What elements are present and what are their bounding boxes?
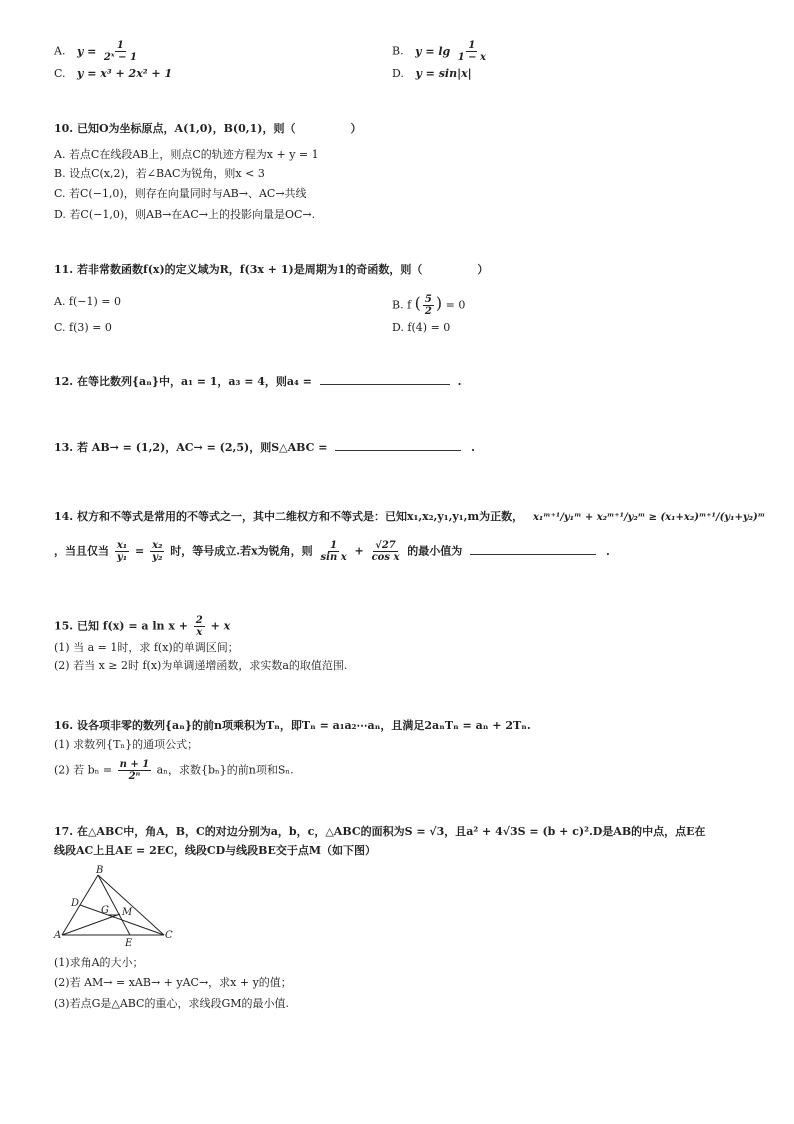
q14-line2: ，当且仅当 $\frac{\text{x₁}}{\text{y₁}}$ = $\frac{\text{x₂}}{\text{y₂}}$ 时，等号成立.若x为锐角，则 $\frac{1}{\text{sin x}}$ + $\frac{√27}{\text{cos x}}$ 的最小值为 . [54, 540, 610, 563]
segment-ag [62, 914, 120, 935]
q17-part3: (3)若点G是△ABC的重心，求线段GM的最小值. [54, 997, 290, 1010]
label-c: C [165, 930, 173, 941]
q9-option-c: C. y = x³ + 2x² + 1 [54, 67, 173, 80]
q16-stem: 16. 设各项非零的数列{aₙ}的前n项乘积为Tₙ，即Tₙ = a₁a₂⋯aₙ，且满足2aₙTₙ = aₙ + 2Tₙ. [54, 719, 531, 732]
q11-stem: 11. 若非常数函数f(x)的定义域为R，f(3x + 1)是周期为1的奇函数，则（ ） [54, 263, 489, 276]
q9-option-b: B. y = lg $\frac{1}{1 - x}$ [392, 40, 486, 63]
q11-option-c: C. f(3) = 0 [54, 321, 112, 334]
q14-line1: 14. 权方和不等式是常用的不等式之一，其中二维权方和不等式是：已知x₁,x₂,y₁,y₁,m为正数， x₁ᵐ⁺¹/y₁ᵐ + x₂ᵐ⁺¹/y₂ᵐ ≥ (x₁+x₂)ᵐ⁺¹/(y₁+y₂)ᵐ [54, 510, 766, 523]
q11-option-d: D. f(4) = 0 [392, 321, 451, 334]
q14-answer-blank[interactable] [470, 544, 596, 555]
q12-answer-blank[interactable] [320, 374, 450, 385]
q16-part1: (1) 求数列{Tₙ}的通项公式； [54, 738, 199, 751]
q12-stem: 12. 在等比数列{aₙ}中，a₁ = 1，a₃ = 4，则a₄ = . [54, 375, 462, 388]
q10-option-c: C. 若C(−1,0)，则存在向量同时与AB→、AC→共线 [54, 187, 307, 200]
label-d: D [71, 898, 80, 909]
q17-line1: 17. 在△ABC中，角A，B，C的对边分别为a，b，c，△ABC的面积为S = √3，且a² + 4√3S = (b + c)².D是AB的中点，点E在 [54, 825, 706, 838]
label-g: G [101, 905, 109, 916]
q13-stem: 13. 若 AB→ = (1,2)，AC→ = (2,5)，则S△ABC = . [54, 441, 475, 454]
label-e: E [125, 938, 133, 949]
q15-stem: 15. 已知 f(x) = a ln x + $\frac{2}{x}$ + x [54, 615, 231, 638]
q11-option-a: A. f(−1) = 0 [54, 295, 122, 308]
q9-option-a: A. y = $\frac{1}{\text{2ˣ − 1}}$ [54, 40, 137, 63]
label-a: A [54, 930, 62, 941]
q17-part1: (1)求角A的大小； [54, 956, 144, 969]
q13-answer-blank[interactable] [335, 440, 461, 451]
q10-stem: 10. 已知O为坐标原点，A(1,0)，B(0,1)，则（ ） [54, 122, 362, 135]
q10-option-d: D. 若C(−1,0)，则AB→在AC→上的投影向量是OC→. [54, 208, 316, 221]
q10-option-b: B. 设点C(x,2)，若∠BAC为锐角，则x < 3 [54, 167, 265, 180]
triangle-figure [52, 864, 182, 950]
q15-part1: (1) 当 a = 1时，求 f(x)的单调区间； [54, 641, 239, 654]
label-m: M [122, 907, 133, 918]
q11-option-b: B. f ( $\frac{5}{2}$ ) = 0 [392, 293, 466, 317]
q10-option-a: A. 若点C在线段AB上，则点C的轨迹方程为x + y = 1 [54, 148, 319, 161]
q16-part2: (2) 若 bₙ = $\frac{n + 1}{\text{2ⁿ}}$ aₙ，求数{bₙ}的前n项和Sₙ. [54, 759, 294, 782]
q9-a-fraction: $\frac{1}{\text{2ˣ − 1}}$ [103, 40, 137, 63]
q15-part2: (2) 若当 x ≥ 2时 f(x)为单调递增函数，求实数a的取值范围. [54, 659, 348, 672]
q17-part2: (2)若 AM→ = xAB→ + yAC→，求x + y的值； [54, 976, 292, 989]
q9-b-fraction: $\frac{1}{1 - x}$ [457, 40, 486, 63]
q17-line2: 线段AC上且AE = 2EC，线段CD与线段BE交于点M（如下图） [54, 844, 377, 857]
label-b: B [96, 865, 104, 876]
q9-option-d: D. y = sin|x| [392, 67, 472, 80]
